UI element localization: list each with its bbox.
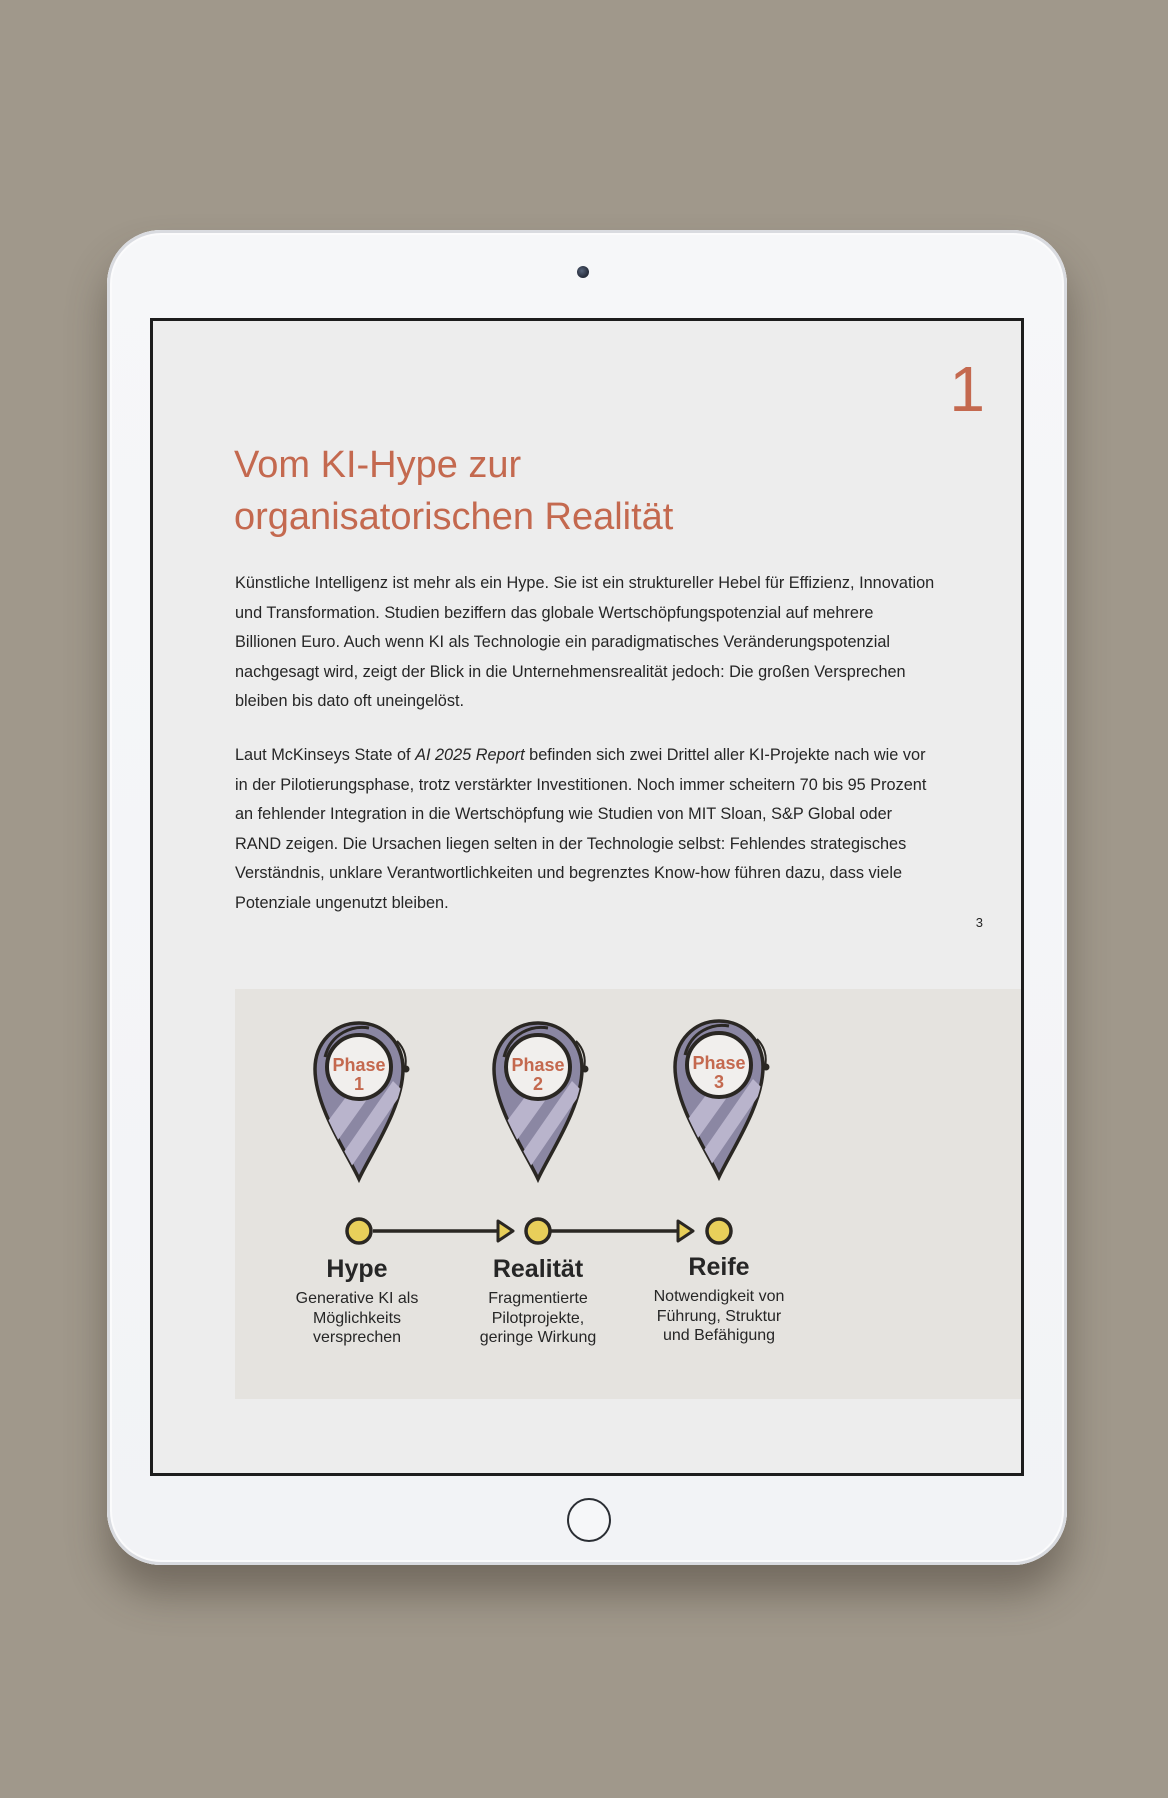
phase-description-line: Generative KI als [295,1290,419,1307]
phase-description [262,1289,452,1348]
phase-description-line: Führung, Struktur [656,1307,782,1325]
phase-number: 2 [532,1074,544,1094]
body-paragraph: Künstliche Intelligenz ist mehr als ein Hype. Sie ist ein struktureller Hebel für Effizienz, Innovation und Transformation. Studien beziffern das globale Wertschöpfungspotenzial auf mehrere Billionen Euro. Auch wenn KI als Technologie ein paradigmatisches Veränderungspotenzial nachgesagt wird, zeigt der Blick in die Unternehmensrealität jedoch: Die großen Versprechen bleiben bis dato oft uneingelöst. [235,574,935,710]
phase-caption-realitaet [443,1253,633,1348]
circle-icon [707,1219,731,1243]
phase-description-line: Notwendigkeit von [653,1288,785,1305]
phase-caption-reife [624,1251,814,1346]
chapter-title [234,439,874,543]
document-page[interactable] [150,318,1024,1476]
map-pin-icon [675,1021,770,1177]
body-paragraph [235,741,935,918]
phase-title: Hype [326,1255,388,1283]
arrow-right-icon [498,1221,513,1241]
phase-infographic [235,989,1021,1399]
map-pin-icon [494,1023,589,1179]
phase-label: Phase [692,1053,746,1073]
page-number: 3 [975,915,983,930]
phase-description-line: Pilotprojekte, [491,1309,585,1327]
phase-description-line: Möglichkeits [312,1309,402,1327]
chapter-title-line: Vom KI-Hype zur [234,444,522,486]
phase-description-line: und Befähigung [662,1327,776,1344]
phase-number: 1 [353,1074,365,1094]
phase-description [443,1289,633,1348]
phase-label: Phase [511,1055,565,1075]
phase-label: Phase [332,1055,386,1075]
report-title: AI 2025 Report [415,746,525,764]
chapter-number: 1 [949,353,985,425]
camera-icon [577,266,589,278]
phase-number: 3 [713,1072,725,1092]
phase-description-line: Fragmentierte [488,1290,588,1307]
chapter-title-line: organisatorischen Realität [234,496,674,538]
circle-icon [526,1219,550,1243]
map-pin-icon [315,1023,410,1179]
phase-title: Reife [688,1253,750,1281]
phase-description-line: geringe Wirkung [479,1329,597,1346]
circle-icon [347,1219,371,1243]
paragraph-text: befinden sich zwei Drittel aller KI-Projekte nach wie vor in der Pilotierungsphase, trotz verstärkter Investitionen. Noch immer scheitern 70 bis 95 Prozent an fehlender Integration in die Wertschöpfung wie Studien von MIT Sloan, S&P Global oder RAND zeigen. Die Ursachen liegen selten in der Technologie selbst: Fehlendes strategisches Verständnis, unklare Verantwortlichkeiten und begrenztes Know-how führen dazu, dass viele Potenziale ungenutzt bleiben. [235,746,927,912]
paragraph-text: Laut McKinseys State of [235,746,416,764]
tablet-frame [107,230,1067,1565]
phase-caption-hype [262,1253,452,1348]
phase-title: Realität [492,1255,584,1283]
home-button[interactable] [567,1498,611,1542]
phase-description [624,1287,814,1346]
phase-description-line: versprechen [312,1329,402,1346]
arrow-right-icon [678,1221,693,1241]
